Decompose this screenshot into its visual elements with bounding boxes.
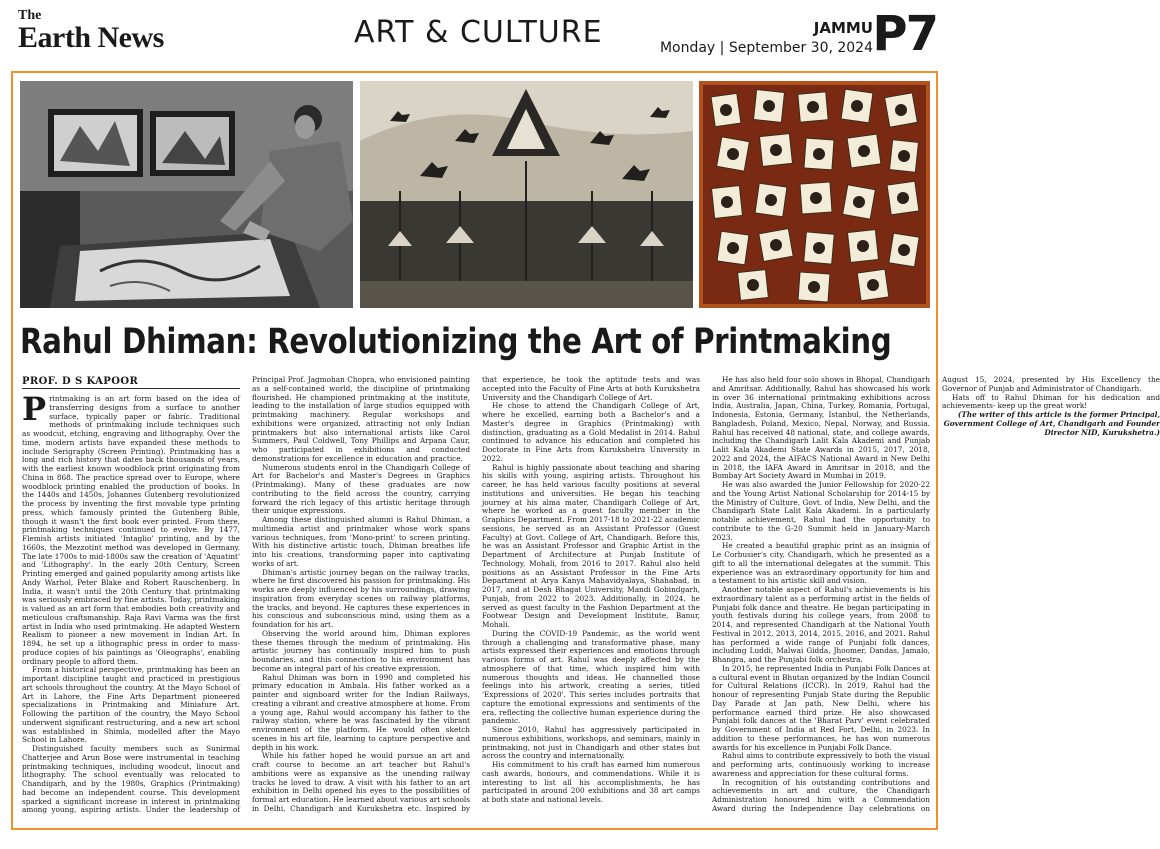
article-paragraph xyxy=(482,630,700,726)
article-paragraph xyxy=(22,390,240,666)
article-paragraph xyxy=(482,464,700,630)
paragraph-text: Hats off to Rahul Dhiman for his dedication and achievements- keep up the great work! xyxy=(942,392,1160,411)
artist-at-work-photo xyxy=(20,81,353,308)
paragraph-text: His commitment to his craft has earned him numerous cash awards, honours, and commendations. While it is interesting to list all his accomplishments, he has participated in around 200 exhibitions and 38 art camps at both state and national levels. xyxy=(482,760,700,804)
article-paragraph xyxy=(252,630,470,674)
portraits-series-artwork xyxy=(699,81,930,308)
article-paragraph xyxy=(942,394,1160,412)
article-body xyxy=(22,375,1160,822)
article-paragraph xyxy=(482,761,700,805)
article-paragraph xyxy=(482,402,700,463)
article-paragraph xyxy=(712,542,930,586)
edition-label: JAMMU xyxy=(813,19,873,37)
paragraph-text: rintmaking is an art form based on the idea of transferring designs from a surface to another surface, typically paper or fabric. Traditional methods of printmaking include techniques such as woodcut, etching, engraving and lithography. Over the time, modern artists have expanded these methods to include Serigraphy (Screen Printing). Printmaking has a long and rich history that dates back thousands of years, with the earliest known woodblock print originating from China in 868. The practice spread over to Europe, where woodblock printing enabled the production of books. In the 1440s and 1450s, Johannes Gutenberg revolutionized the process by inventing the first movable type printing press, which famously printed the Gutenberg Bible, though it wasn't the first book ever printed. From there, printmaking techniques continued to evolve. By 1477, Flemish artists initiated 'Intaglio' printing, and by the 1660s, the Mezzotint method was developed in Germany. The late 1700s to mid-1800s saw the creation of 'Aquatint' and 'Lithography'. In the early 20th Century, Screen Printing emerged and gained popularity among artists like Andy Warhol, Peter Blake and Robert Rauschenberg. In India, it wasn't until the 20th Century that printmaking was seriously embraced by fine artists. Today, printmaking is valued as an art form that embodies both creativity and meticulous craftsmanship. Raja Ravi Varma was the first artist in India who used printmaking. He adapted Western Realism to pioneer a new movement in Indian Art. In 1894, he set up a lithographic press in order to mass-produce copies of his paintings as 'Oleographs', enabling ordinary people to afford them. xyxy=(22,394,240,666)
article-paragraph xyxy=(712,586,930,665)
byline: PROF. D S KAPOOR xyxy=(22,376,240,389)
author-note: (The writer of this article is the former Principal, Government College of Art, Chandigarh and Founder Director NID, Kurukshetra.) xyxy=(943,410,1160,437)
paragraph-text: Distinguished faculty members such as Sunirmal Chatterjee and Arun Bose were instrumental in teaching printmaking techniques, including woodcut, linocut and lithography. The school eventually was relocated to Chandigarh, and by the 1980s, Graphics (Printmaking) had become an independent course. This development sparked a significant increase in interest in printmaking among young, aspiring artists. Under the leadership of Principal Prof. Jagmohan Chopra, who envisioned painting as a self-contained world, the discipline of printmaking flourished. He championed printmaking at the institute, leading to the installation of large studios equipped with printmaking machinery. Regular workshops and exhibitions were organized, attracting not only Indian printmakers but also international artists like Carol Summers, Paul Coldwell, Tony Phillips and Arpana Caur, who participated in exhibitions and conducted demonstrations for excellence in education and practice. xyxy=(22,375,470,815)
paragraph-text: Observing the world around him, Dhiman explores these themes through the medium of printmaking. His artistic journey has continually inspired him to push boundaries, and this connection to his environment has become an integral part of his creative expression. xyxy=(252,628,470,673)
paragraph-text: From a historical perspective, printmaking has been an important discipline taught and practiced in prestigious art schools throughout the country. At the Mayo School of Art in Lahore, the Fine Arts Department pioneered specializations in Printmaking and Miniature Art. Following the partition of the country, the Mayo School underwent significant restructuring, and a new art school was established in Shimla, modelled after the Mayo School in Lahore. xyxy=(22,665,240,745)
paragraph-text: Another notable aspect of Rahul's achievements is his extraordinary talent as a performing artist in the fields of Punjabi folk dance and theatre. He began participating in youth festivals during his college years, from 2008 to 2014, and represented Chandigarh at the National Youth Festival in 2012, 2013, 2014, 2015, 2016, and 2021. Rahul has performed a wide range of Punjabi folk dances, including Luddi, Malwai Gidda, Jhoomer, Dandas, Jamalo, Bhangra, and the Punjabi folk orchestra. xyxy=(712,585,930,664)
section-title: ART & CULTURE xyxy=(354,15,603,50)
article-paragraph xyxy=(252,464,470,517)
paragraph-text: Since 2010, Rahul has aggressively participated in numerous exhibitions, workshops, and seminars, mainly in printmaking, not just in Chandigarh and other states but across the country and internationally. xyxy=(482,725,700,761)
brand-the: The xyxy=(18,8,42,23)
article-paragraph xyxy=(482,726,700,761)
paragraph-text: He created a beautiful graphic print as an insignia of Le Corbusier's city, Chandigarh, which he presented as a gift to all the international delegates at the summit. This experience was an extraordinary opportunity for him and a testament to his artistic skill and vision. xyxy=(712,541,930,586)
article-headline: Rahul Dhiman: Revolutionizing the Art of Printmaking xyxy=(20,322,892,362)
masthead xyxy=(0,0,953,66)
paragraph-text: He was also awarded the Junior Fellowship for 2020-22 and the Young Artist National Scholarship for 2014-15 by the Ministry of Culture, Govt. of India, New Delhi, and the Chandigarh State Lalit Kala Akademi. In a particularly notable achievement, Rahul had the opportunity to contribute to the G-20 Summit held in January-March 2023. xyxy=(712,480,930,542)
paragraph-text: Rahul aims to contribute expressively to both the visual and performing arts, continuously working to increase awareness and appreciation for these cultural forms. xyxy=(712,751,930,778)
paragraph-text: In recognition of his outstanding contributions and achievements in art and culture, the Chandigarh Administration honoured him with a Commendation Award during the Independence Day celebrations on August 15, 2024, presented by His Excellency the Governor of Punjab and Administrator of Chandigarh. xyxy=(712,375,1160,813)
article-paragraph xyxy=(22,666,240,745)
article-paragraph xyxy=(252,674,470,753)
paragraph-text: During the COVID-19 Pandemic, as the world went through a challenging and transformative phase, many artists expressed their experiences and emotions through various forms of art. Rahul was deeply affected by the atmosphere of that time, which inspired him with numerous thoughts and ideas. He channelled those feelings into his artwork, creating a series, titled 'Expressions of 2020'. This series includes portraits that capture the emotional expressions and sentiments of the era, reflecting the collective human experience during the pandemic. xyxy=(482,628,700,726)
issue-date: Monday | September 30, 2024 xyxy=(659,40,873,56)
article-paragraph xyxy=(252,569,470,630)
paragraph-text: Among these distinguished alumni is Rahul Dhiman, a multimedia artist and printmaker whose work spans various techniques, from 'Mono-print' to screen printing. With his distinctive artistic touch, Dhiman breathes life into his creations, transforming paper into captivating works of art. xyxy=(252,515,470,568)
paragraph-text: Rahul Dhiman was born in 1990 and completed his primary education in Ambala. His father worked as a painter and signboard writer for the Indian Railways, creating a vibrant and creative atmosphere at home. From a young age, Rahul would accompany his father to the railway station, where he was fascinated by the vibrant environment of the platform. He would often sketch scenes in his art file, learning to capture perspective and depth in his work. xyxy=(252,672,470,752)
paragraph-text: Rahul is highly passionate about teaching and sharing his skills with young, aspiring artists. Throughout his career, he has held various faculty positions at several institutions and universities. He began his teaching journey at his alma mater, Chandigarh College of Art, where he worked as a guest faculty member in the Graphics Department. From 2017-18 to 2021-22 academic sessions, he served as an Assistant Professor (Guest Faculty) at Govt. College of Art, Chandigarh. Before this, he was an Assistant Professor and Graphic Artist in the Department of Architecture at Punjab Institute of Technology, Mohali, from 2016 to 2017. Rahul also held positions as an Assistant Professor in the Fine Arts Department at Arya Kanya Mahavidyalaya, Shahabad, in 2017, and at Desh Bhagat University, Mandi Gobindgarh, Punjab, from 2022 to 2023. Additionally, in 2024, he served as guest faculty in the Fashion Department at the Footwear Design and Development Institute, Banur, Mohali. xyxy=(482,462,700,629)
drop-cap: P xyxy=(22,390,47,428)
newspaper-logo[interactable]: Earth News xyxy=(18,21,164,54)
crows-print-artwork xyxy=(360,81,693,308)
page-number: P7 xyxy=(872,6,937,62)
paragraph-text: He chose to attend the Chandigarh College of Art, where he excelled, earning both a Bachelor's and a Master's degree in Graphics (Printmaking) with distinction, graduating as a Gold Medalist in 2014. Rahul continued to advance his education and completed his Doctorate in Fine Arts from Kurukshetra University in 2022. xyxy=(482,401,700,463)
paragraph-text: In 2015, he represented India in Punjabi Folk Dances at a cultural event in Bhutan organized by the Indian Council for Cultural Relations (ICCR). In 2019, Rahul had the honour of representing Punjab State during the Republic Day Parade at Jan path, New Delhi, where his performance earned third prize. He also showcased Punjabi folk dances at the 'Bharat Parv' event celebrated by Government of India at Red Fort, Delhi, in 2023. In addition to these performances, he has won numerous awards for his excellence in Punjabi Folk Dance. xyxy=(712,663,930,752)
article-paragraph xyxy=(712,752,930,778)
article-paragraph xyxy=(712,376,930,481)
article-paragraph xyxy=(712,665,930,753)
paragraph-text: While his father hoped he would pursue an art and craft course to become an art teacher but Rahul's ambitions were as expansive as the unending railway tracks he loved to draw. A visit with his father to an art exhibition in Delhi opened his eyes to the possibilities of formal art education. He learned about various art schools in Delhi, Chandigarh and Kurukshetra etc. Inspired by that experience, he took the aptitude tests and was accepted into the Faculty of Fine Arts at both Kurukshetra University and the Chandigarh College of Art. xyxy=(252,375,700,813)
paragraph-text: Numerous students enrol in the Chandigarh College of Art for Bachelor's and Master's Degrees in Graphics (Printmaking). Many of these graduates are now contributing to the field across the country, carrying forward the rich legacy of this artistic heritage through their unique expressions. xyxy=(252,462,470,516)
article-paragraph xyxy=(252,516,470,569)
article-paragraph xyxy=(712,481,930,542)
paragraph-text: Dhiman's artistic journey began on the railway tracks, where he first discovered his passion for printmaking. His works are deeply influenced by his surroundings, drawing inspiration from everyday scenes on railway platforms, the tracks, and beyond. He captures these experiences in his conscious and subconscious mind, using them as a foundation for his art. xyxy=(252,567,470,629)
paragraph-text: He has also held four solo shows in Bhopal, Chandigarh and Amritsar. Additionally, Rahul has showcased his work in over 36 international printmaking exhibitions across India, Australia, Japan, China, Turkey, Romania, Portugal, Indonesia, Estonia, Germany, Istanbul, the Netherlands, Bangladesh, Poland, Mexico, Nepal, Norway, and Russia. Rahul has received 48 national, state, and college awards, including the Chandigarh Lalit Kala Akademi and Punjab Lalit Kala Akademi State Awards in 2015, 2017, 2018, 2022 and 2024, the AIFACS National Award in New Delhi in 2018, the IAFA Award in Amritsar in 2018, and the Bombay Art Society Award in Mumbai in 2019. xyxy=(712,375,930,481)
